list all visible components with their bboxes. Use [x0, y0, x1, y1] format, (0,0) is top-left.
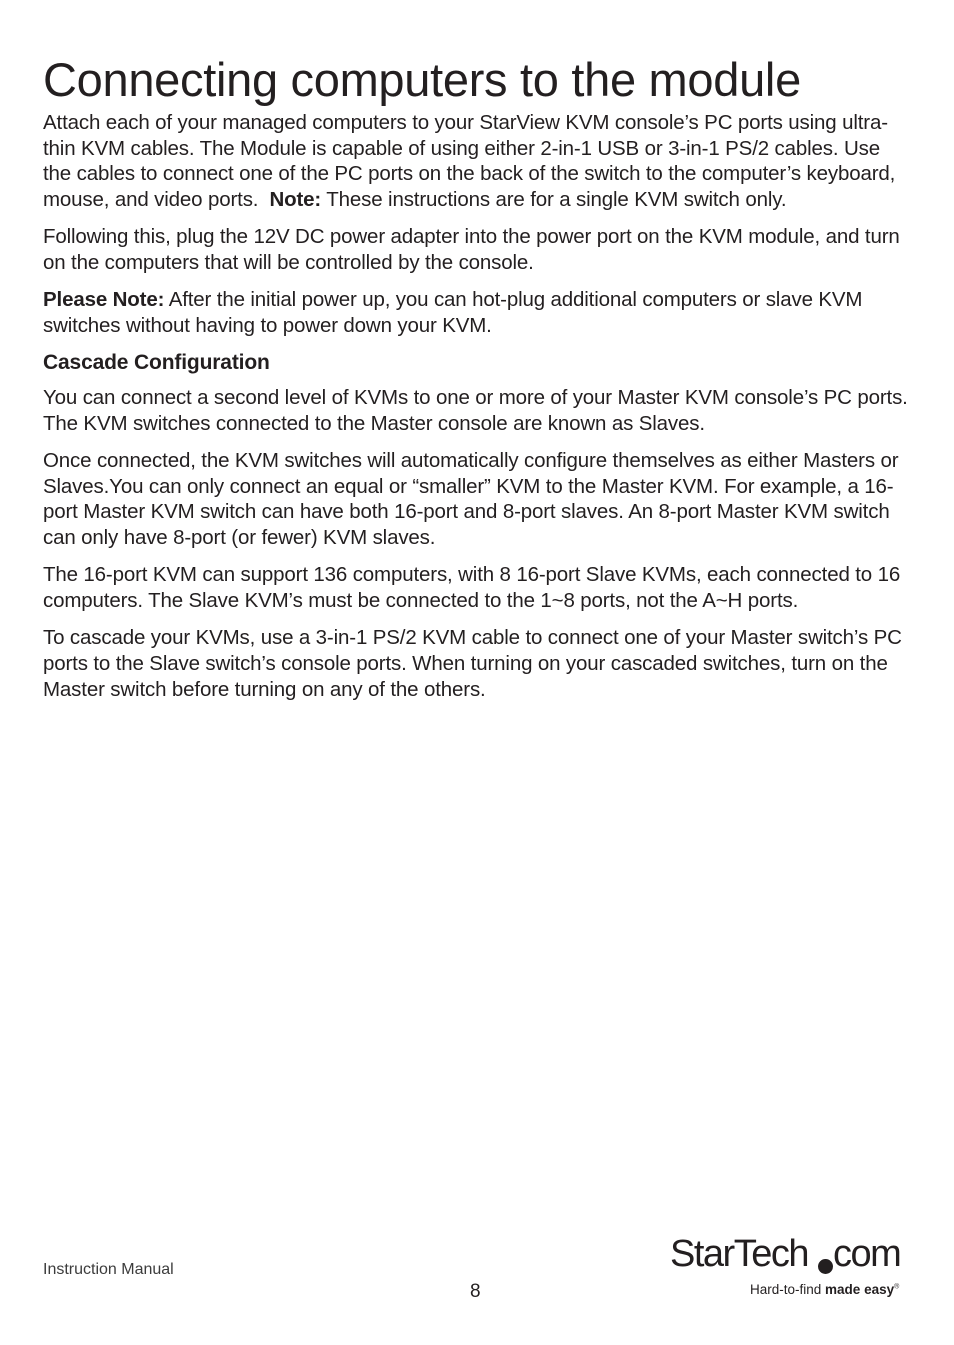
intro-text: Attach each of your managed computers to your StarView KVM console’s PC ports using ultra-thin KVM cables. The Module is capable of using either 2-in-1 USB or 3-in-1 PS/2 cables. Use the cables to connect one of the PC ports on the back of the switch to the computer’s keyboard, mouse, and video ports. — [43, 111, 896, 212]
logo-tagline — [750, 1282, 899, 1297]
please-note-label: Please Note: — [43, 288, 165, 312]
cascade-paragraph-3: The 16-port KVM can support 136 computers, with 8 16-port Slave KVMs, each connected to 16 computers. The Slave KVM’s must be connected to the 1~8 ports, not the A~H ports. — [43, 563, 901, 613]
main-content — [43, 110, 913, 714]
section-heading-cascade: Cascade Configuration — [43, 351, 270, 375]
tagline-light: Hard-to-find — [750, 1282, 822, 1297]
logo-suffix: com — [833, 1233, 901, 1275]
please-note-paragraph — [43, 287, 913, 338]
footer-manual-label: Instruction Manual — [43, 1261, 174, 1278]
cascade-paragraph-4: To cascade your KVMs, use a 3-in-1 PS/2 KVM cable to connect one of your Master switch’s PC ports to the Slave switch’s console ports. When turning on your cascaded switches, turn on the Master switch before turning on any of the others. — [43, 626, 902, 701]
startech-logo — [670, 1232, 910, 1302]
logo-dot-icon — [818, 1259, 833, 1274]
power-paragraph: Following this, plug the 12V DC power adapter into the power port on the KVM module, and turn on the computers that will be controlled by the console. — [43, 225, 900, 275]
intro-paragraph — [43, 110, 913, 213]
page-title: Connecting computers to the module — [43, 53, 801, 106]
please-note-text: After the initial power up, you can hot-plug additional computers or slave KVM switches without having to power down your KVM. — [43, 288, 863, 337]
cascade-paragraph-1: You can connect a second level of KVMs to one or more of your Master KVM console’s PC ports. The KVM switches connected to the Master console are known as Slaves. — [43, 386, 908, 435]
note-label: Note: — [269, 188, 322, 212]
registered-mark: ® — [894, 1283, 900, 1291]
note-text: These instructions are for a single KVM switch only. — [326, 188, 787, 212]
logo-wordmark: StarTech — [670, 1233, 808, 1275]
page-number: 8 — [470, 1281, 481, 1302]
cascade-paragraph-2: Once connected, the KVM switches will automatically configure themselves as either Masters or Slaves.You can only connect an equal or “smaller” KVM to the Master KVM. For example, a 16-port Master KVM switch can have both 16-port and 8-port slaves. An 8-port Master KVM switch can only have 8-port (or fewer) KVM slaves. — [43, 449, 899, 550]
tagline-bold: made easy — [825, 1282, 895, 1297]
